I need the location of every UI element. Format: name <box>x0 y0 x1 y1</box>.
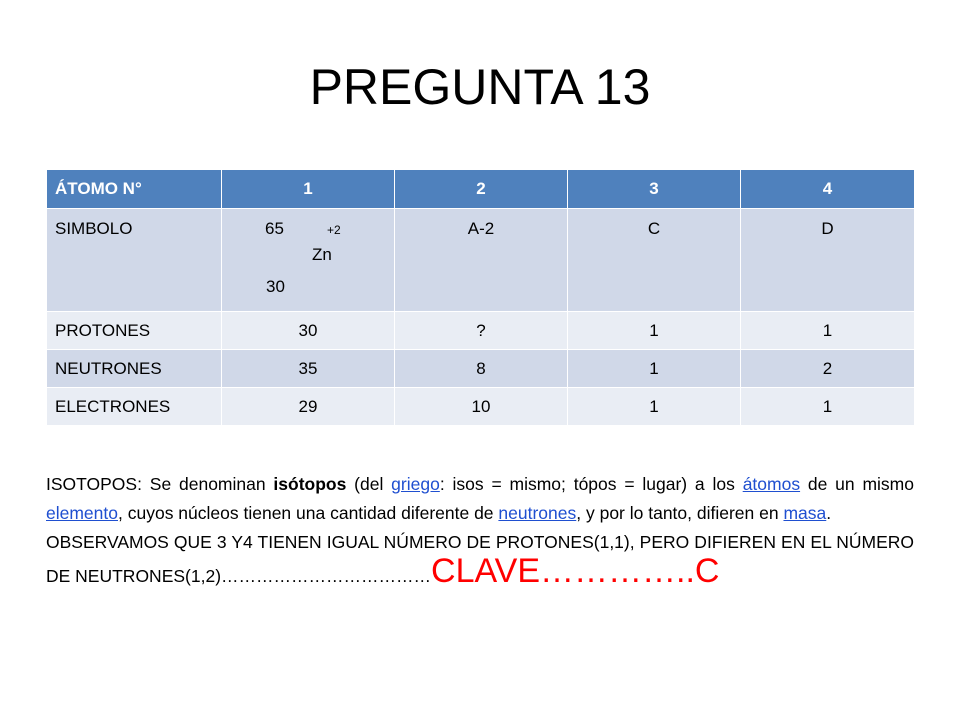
term-isotopos: isótopos <box>273 474 347 494</box>
text-segment: , y por lo tanto, difieren en <box>576 503 784 523</box>
header-row <box>47 170 915 209</box>
text-segment: . <box>826 503 832 523</box>
table-cell: 29 <box>222 388 395 426</box>
link-masa[interactable]: masa <box>783 503 827 523</box>
link-griego[interactable]: griego <box>391 474 440 494</box>
zn-atomic-number: 30 <box>266 277 285 296</box>
link-atomos[interactable]: átomos <box>742 474 801 494</box>
slide-title: PREGUNTA 13 <box>309 59 651 115</box>
header-cell-2: 2 <box>395 170 568 209</box>
atom-table <box>46 169 915 426</box>
text-segment: : isos = mismo; tópos = lugar) a los <box>439 474 743 494</box>
zn-mass-number: 65 <box>265 219 284 238</box>
row-label: ELECTRONES <box>47 388 222 426</box>
table-cell: 1 <box>741 388 915 426</box>
table-row-neutrones <box>47 350 915 388</box>
simbolo-cell-4: D <box>741 209 915 312</box>
zn-notation <box>228 219 388 299</box>
header-cell-4: 4 <box>741 170 915 209</box>
simbolo-cell-2: A-2 <box>395 209 568 312</box>
observation-text: OBSERVAMOS QUE 3 Y4 TIENEN IGUAL NÚMERO DE PROTONES(1,1), PERO DIFIEREN EN EL NÚMERO DE NEUTRONES(1,2)……………………………… <box>46 532 914 586</box>
table-cell: 35 <box>222 350 395 388</box>
table-cell: 1 <box>741 312 915 350</box>
link-elemento[interactable]: elemento <box>46 503 118 523</box>
table-cell: 10 <box>395 388 568 426</box>
table-row-protones <box>47 312 915 350</box>
text-segment: (del <box>346 474 392 494</box>
table-row-electrones <box>47 388 915 426</box>
zn-isotope-cell <box>222 209 395 312</box>
header-cell-1: 1 <box>222 170 395 209</box>
zn-charge: +2 <box>327 223 341 237</box>
table-cell: 2 <box>741 350 915 388</box>
row-label: PROTONES <box>47 312 222 350</box>
text-segment: , cuyos núcleos tienen una cantidad diferente de <box>118 503 499 523</box>
table-cell: 1 <box>568 350 741 388</box>
table-row-simbolo <box>47 209 915 312</box>
header-cell-atomo: ÁTOMO N° <box>47 170 222 209</box>
observation-paragraph <box>46 528 914 591</box>
explanation-text <box>46 470 914 591</box>
row-label-simbolo: SIMBOLO <box>47 209 222 312</box>
table-cell: ? <box>395 312 568 350</box>
link-neutrones[interactable]: neutrones <box>498 503 577 523</box>
zn-symbol: Zn <box>312 245 332 264</box>
simbolo-cell-3: C <box>568 209 741 312</box>
table-cell: 1 <box>568 388 741 426</box>
table-cell: 1 <box>568 312 741 350</box>
table-cell: 30 <box>222 312 395 350</box>
row-label: NEUTRONES <box>47 350 222 388</box>
text-segment: de un mismo <box>800 474 914 494</box>
header-cell-3: 3 <box>568 170 741 209</box>
text-segment: ISOTOPOS: Se denominan <box>46 474 274 494</box>
table-cell: 8 <box>395 350 568 388</box>
isotopos-paragraph <box>46 470 914 528</box>
answer-key: CLAVE…………..C <box>431 552 720 590</box>
